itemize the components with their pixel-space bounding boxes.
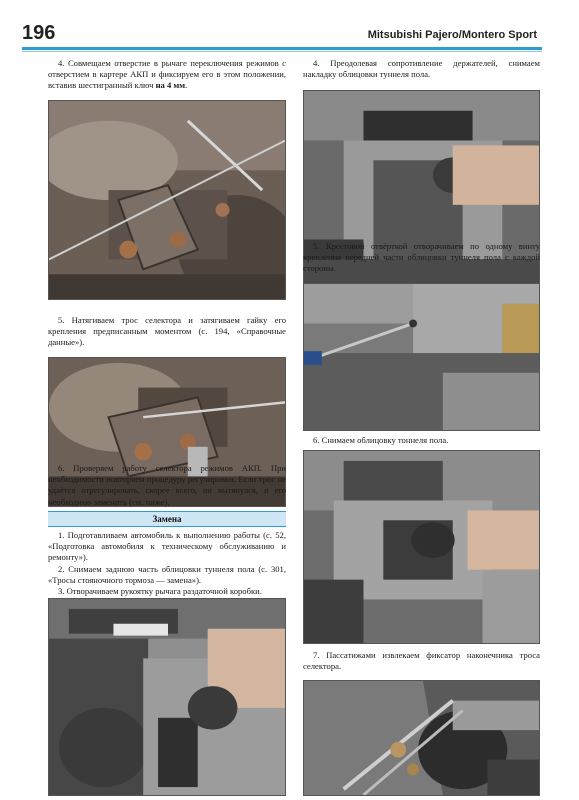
- right-step-6-text: 6. Снимаем облицовку тоннеля пола.: [313, 435, 449, 445]
- left-step-4: [48, 58, 286, 92]
- photo-remove-tunnel-trim-image: [304, 451, 539, 643]
- replace-step-2: 2. Снимаем заднюю часть облицовки туннеля пола (с. 301, «Тросы стояночного тормоза — замена»).: [48, 563, 286, 585]
- running-title: Mitsubishi Pajero/Montero Sport: [367, 29, 537, 41]
- left-step-6: [48, 463, 286, 508]
- right-step-7: 7. Пассатижами извлекаем фиксатор наконечника троса селектора.: [303, 650, 540, 672]
- replace-steps: [48, 530, 286, 597]
- photo-pliers-retainer: [303, 680, 540, 796]
- photo-pliers-retainer-image: [304, 681, 539, 795]
- right-step-4: [303, 58, 540, 80]
- right-step-6: [303, 435, 540, 446]
- header-rule-thin: [22, 51, 542, 52]
- photo-transfer-lever-knob: [48, 598, 286, 796]
- photo-screwdriver-screw-image: [304, 284, 539, 430]
- section-heading-replacement: Замена: [48, 511, 286, 527]
- left-step-4-bold: на 4 мм: [155, 80, 186, 91]
- photo-screwdriver-screw: [303, 283, 540, 431]
- photo-lever-hex-key: [48, 100, 286, 300]
- right-step-5: [303, 241, 540, 275]
- photo-transfer-lever-knob-image: [49, 599, 285, 795]
- replace-step-3: 3. Отворачиваем рукоятку рычага раздаточной коробки.: [58, 586, 262, 597]
- left-step-5-text: 5. Натягиваем трос селектора и затягиваем гайку его крепления предписанным моментом (с. 194, «Справочные данные»).: [48, 315, 286, 348]
- left-step-6-text: 6. Проверяем работу селектора режимов АКП. При необходимости повторяем процедуру регулировки. Если трос не удаётся отрегулировать, скорее всего, он вытянулся, и его необходимо заменить (см. ниже).: [48, 463, 286, 507]
- right-step-5-text: 5. Крестовой отвёрткой отворачиваем по одному винту крепления передней части облицовки туннеля пола с каждой стороны.: [303, 241, 540, 274]
- replace-step-1: 1. Подготавливаем автомобиль к выполнению работы (с. 52, «Подготовка автомобиля к техническому обслуживанию и ремонту»).: [48, 530, 286, 563]
- right-step-4-text: 4. Преодолевая сопротивление держателей, снимаем накладку облицовки туннеля пола.: [303, 58, 540, 80]
- photo-lever-hex-key-image: [49, 101, 285, 299]
- left-step-4-end: .: [185, 80, 188, 91]
- page-header: [0, 0, 579, 54]
- left-step-5: [48, 315, 286, 349]
- header-rule: [22, 47, 542, 50]
- page-number: 196: [22, 22, 56, 44]
- left-step-4-text: 4. Совмещаем отверстие в рычаге переключения режимов с отверстием в картере АКП и фиксируем его в этом положении, вставив шестигранный ключ: [48, 58, 286, 91]
- photo-remove-tunnel-trim: [303, 450, 540, 644]
